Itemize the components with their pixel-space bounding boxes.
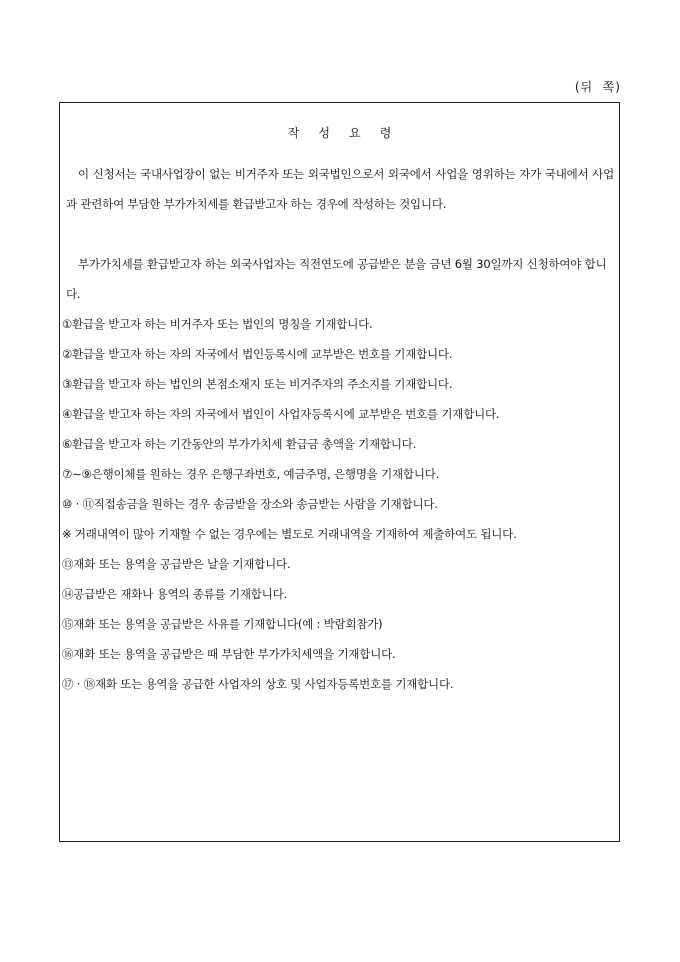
instruction-list [62,309,614,699]
instruction-item-3: ③환급을 받고자 하는 법인의 본점소재지 또는 비거주자의 주소지를 기재합니다. [62,377,453,391]
instruction-item-14: ⑭공급받은 재화나 용역의 종류를 기재합니다. [62,587,287,601]
instruction-item-13: ⑬재화 또는 용역을 공급받은 날을 기재합니다. [62,557,291,571]
instruction-item-2: ②환급을 받고자 하는 자의 자국에서 법인등록시에 교부받은 번호를 기재합니다. [62,347,453,361]
instruction-item-16: ⑯재화 또는 용역을 공급받은 때 부담한 부가가치세액을 기재합니다. [62,647,396,661]
instruction-note: ※ 거래내역이 많아 기재할 수 없는 경우에는 별도로 거래내역을 기재하여 제출하여도 됩니다. [62,527,517,541]
deadline-paragraph-text: 부가가치세를 환급받고자 하는 외국사업자는 직전연도에 공급받은 분을 금년 6월 30일까지 신청하여야 합니다. [66,257,607,301]
deadline-paragraph [66,249,614,309]
instruction-item-1: ①환급을 받고자 하는 비거주자 또는 법인의 명칭을 기재합니다. [62,317,373,331]
instruction-item-17-18: ⑰ · ⑱재화 또는 용역을 공급한 사업자의 상호 및 사업자등록번호를 기재합니다. [62,677,454,691]
intro-paragraph-text: 이 신청서는 국내사업장이 없는 비거주자 또는 외국법인으로서 외국에서 사업을 영위하는 자가 국내에서 사업과 관련하여 부담한 부가가치세를 환급받고자 하는 경우에 작성하는 것입니다. [66,167,614,211]
instruction-item-4: ④환급을 받고자 하는 자의 자국에서 법인이 사업자등록시에 교부받은 번호를 기재합니다. [62,407,500,421]
section-title: 작 성 요 령 [287,126,392,140]
instruction-item-7-9: ⑦∼⑨은행이체를 원하는 경우 은행구좌번호, 예금주명, 은행명을 기재합니다. [62,467,440,481]
page-side-label: (뒤 쪽) [574,80,621,94]
instruction-item-15: ⑮재화 또는 용역을 공급받은 사유를 기재합니다(예 : 박람회참가) [62,617,383,631]
instruction-item-10-11: ⑩ · ⑪직접송금을 원하는 경우 송금받을 장소와 송금받는 사람을 기재합니다. [62,497,438,511]
intro-paragraph [66,159,614,219]
instruction-item-6: ⑥환급을 받고자 하는 기간동안의 부가가치세 환급금 총액을 기재합니다. [62,437,417,451]
